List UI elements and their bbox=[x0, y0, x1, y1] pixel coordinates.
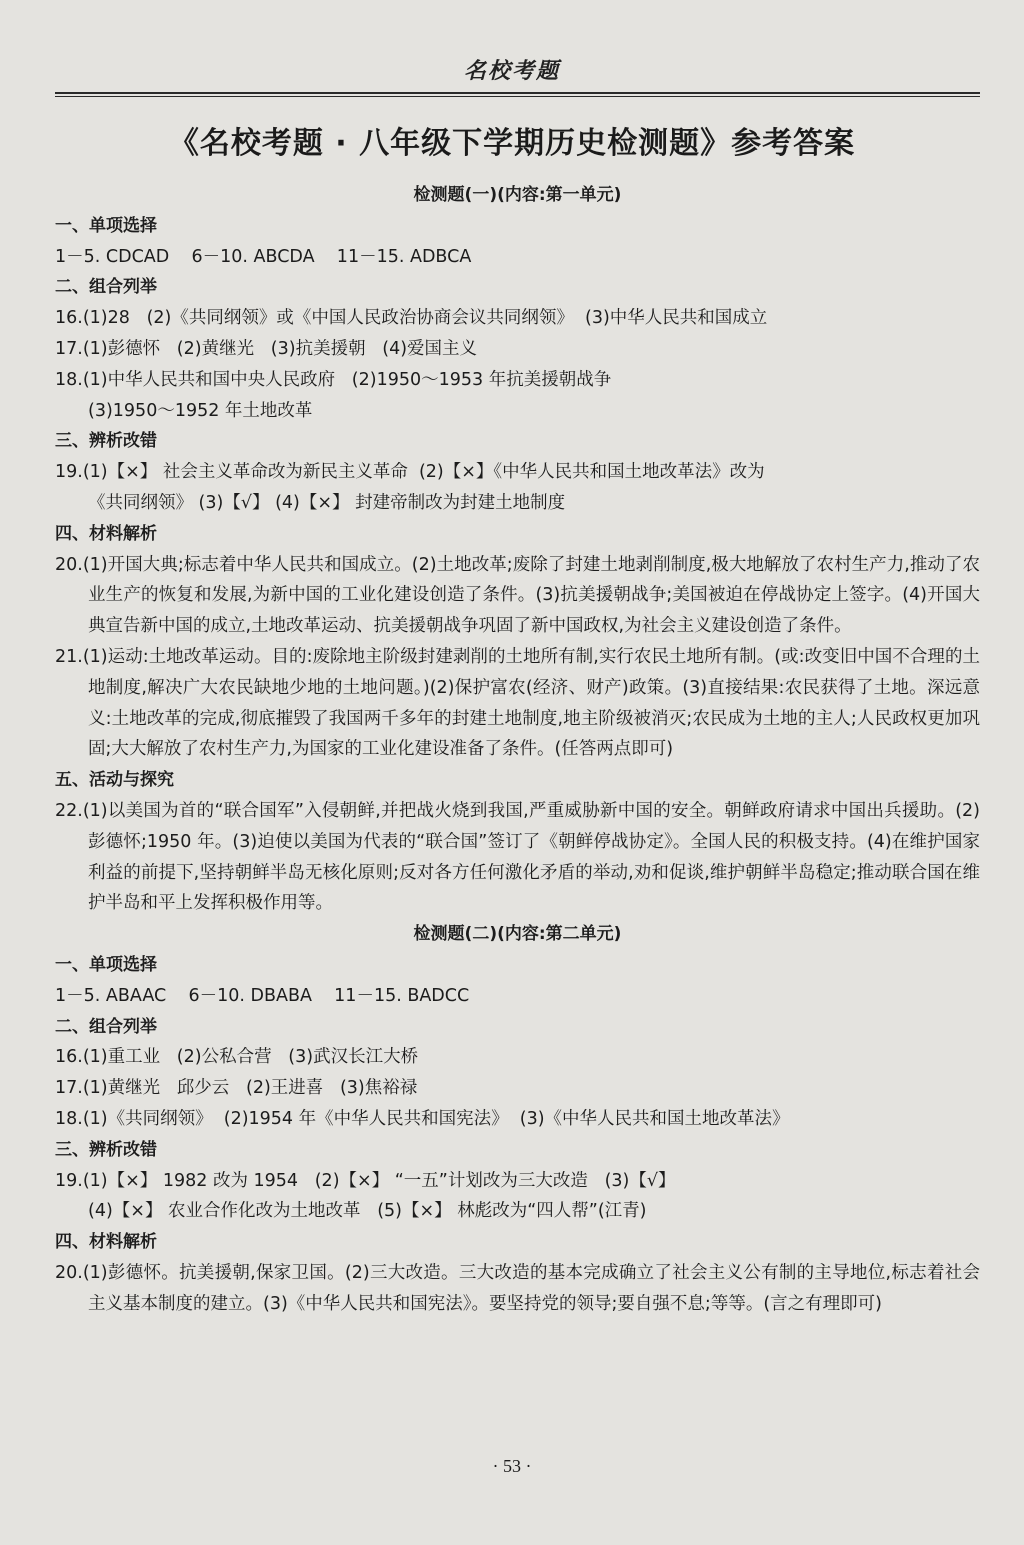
test-1-section-4-heading: 四、材料解析 bbox=[55, 523, 157, 544]
test-1-q19-continued: 《共同纲领》 (3)【√】 (4)【×】 封建帝制改为封建土地制度 bbox=[88, 492, 566, 513]
test-1-q19: 19.(1)【×】 社会主义革命改为新民主义革命 (2)【×】《中华人民共和国土地改革法》改为 bbox=[55, 462, 765, 483]
test-1-q20: 20.(1)开国大典;标志着中华人民共和国成立。(2)土地改革;废除了封建土地剥削制度,极大地解放了农村生产力,推动了农业生产的恢复和发展,为新中国的工业化建设创造了条件。(3)抗美援朝战争;美国被迫在停战协定上签字。(4)开国大典宣告新中国的成立,土地改革运动、抗美援朝战争巩固了新中国政权,为社会主义建设创造了条件。 bbox=[55, 554, 980, 637]
header-rule-bottom bbox=[55, 96, 980, 97]
test-1-q21: 21.(1)运动:土地改革运动。目的:废除地主阶级封建剥削的土地所有制,实行农民土地所有制。(或:改变旧中国不合理的土地制度,解决广大农民缺地少地的土地问题。)(2)保护富农(经济、财产)政策。(3)直接结果:农民获得了土地。深远意义:土地改革的完成,彻底摧毁了我国两千多年的封建土地制度,地主阶级被消灭;农民成为土地的主人;人民政权更加巩固;大大解放了农村生产力,为国家的工业化建设准备了条件。(任答两点即可) bbox=[55, 646, 980, 760]
test-2-mc-answers: 1－5. ABAAC 6－10. DBABA 11－15. BADCC bbox=[55, 985, 470, 1006]
test-2-section-3-heading: 三、辨析改错 bbox=[55, 1139, 157, 1160]
test-1-subtitle: 检测题(一)(内容:第一单元) bbox=[413, 185, 622, 205]
test-2-q20: 20.(1)彭德怀。抗美援朝,保家卫国。(2)三大改造。三大改造的基本完成确立了社会主义公有制的主导地位,标志着社会主义基本制度的建立。(3)《中华人民共和国宪法》。要坚持党的领导;要自强不息;等等。(言之有理即可) bbox=[55, 1262, 980, 1314]
test-2-section-4-heading: 四、材料解析 bbox=[55, 1232, 157, 1253]
test-1-mc-answers: 1－5. CDCAD 6－10. ABCDA 11－15. ADBCA bbox=[55, 246, 472, 267]
test-1-section-3-heading: 三、辨析改错 bbox=[55, 431, 157, 452]
test-1-q16: 16.(1)28 (2)《共同纲领》或《中国人民政治协商会议共同纲领》 (3)中华人民共和国成立 bbox=[55, 308, 768, 329]
test-1-q17: 17.(1)彭德怀 (2)黄继光 (3)抗美援朝 (4)爱国主义 bbox=[55, 338, 478, 359]
test-1-q22: 22.(1)以美国为首的“联合国军”入侵朝鲜,并把战火烧到我国,严重威胁新中国的安全。朝鲜政府请求中国出兵援助。(2)彭德怀;1950 年。(3)迫使以美国为代表的“联合国”签订了《朝鲜停战协定》。全国人民的积极支持。(4)在维护国家利益的前提下,坚持朝鲜半岛无核化原则;反对各方任何激化矛盾的举动,劝和促谈,维护朝鲜半岛稳定;推动联合国在维护半岛和平上发挥积极作用等。 bbox=[55, 800, 980, 914]
test-2-q17: 17.(1)黄继光 邱少云 (2)王进喜 (3)焦裕禄 bbox=[55, 1078, 418, 1099]
test-2-q19: 19.(1)【×】 1982 改为 1954 (2)【×】 “一五”计划改为三大改造 (3)【√】 bbox=[55, 1170, 676, 1191]
test-1-section-2-heading: 二、组合列举 bbox=[55, 277, 157, 298]
test-2-subtitle: 检测题(二)(内容:第二单元) bbox=[413, 924, 622, 945]
test-2-section-2-heading: 二、组合列举 bbox=[55, 1016, 157, 1037]
header-rule-top bbox=[55, 92, 980, 94]
document-title: 《名校考题 · 八年级下学期历史检测题》参考答案 bbox=[168, 126, 856, 161]
test-2-q16: 16.(1)重工业 (2)公私合营 (3)武汉长江大桥 bbox=[55, 1047, 419, 1068]
test-2-q18: 18.(1)《共同纲领》 (2)1954 年《中华人民共和国宪法》 (3)《中华人民共和国土地改革法》 bbox=[55, 1108, 790, 1129]
answer-content bbox=[55, 180, 980, 1319]
test-2-q19-continued: (4)【×】 农业合作化改为土地改革 (5)【×】 林彪改为“四人帮”(江青) bbox=[88, 1201, 647, 1222]
test-1-section-1-heading: 一、单项选择 bbox=[55, 215, 157, 236]
test-1-q18: 18.(1)中华人民共和国中央人民政府 (2)1950～1953 年抗美援朝战争 bbox=[55, 369, 612, 390]
test-1-q18-continued: (3)1950～1952 年土地改革 bbox=[88, 400, 313, 421]
page-number: · 53 · bbox=[492, 1456, 532, 1476]
test-1-section-5-heading: 五、活动与探究 bbox=[55, 770, 174, 791]
running-header: 名校考题 bbox=[463, 58, 560, 84]
test-2-section-1-heading: 一、单项选择 bbox=[55, 954, 157, 975]
